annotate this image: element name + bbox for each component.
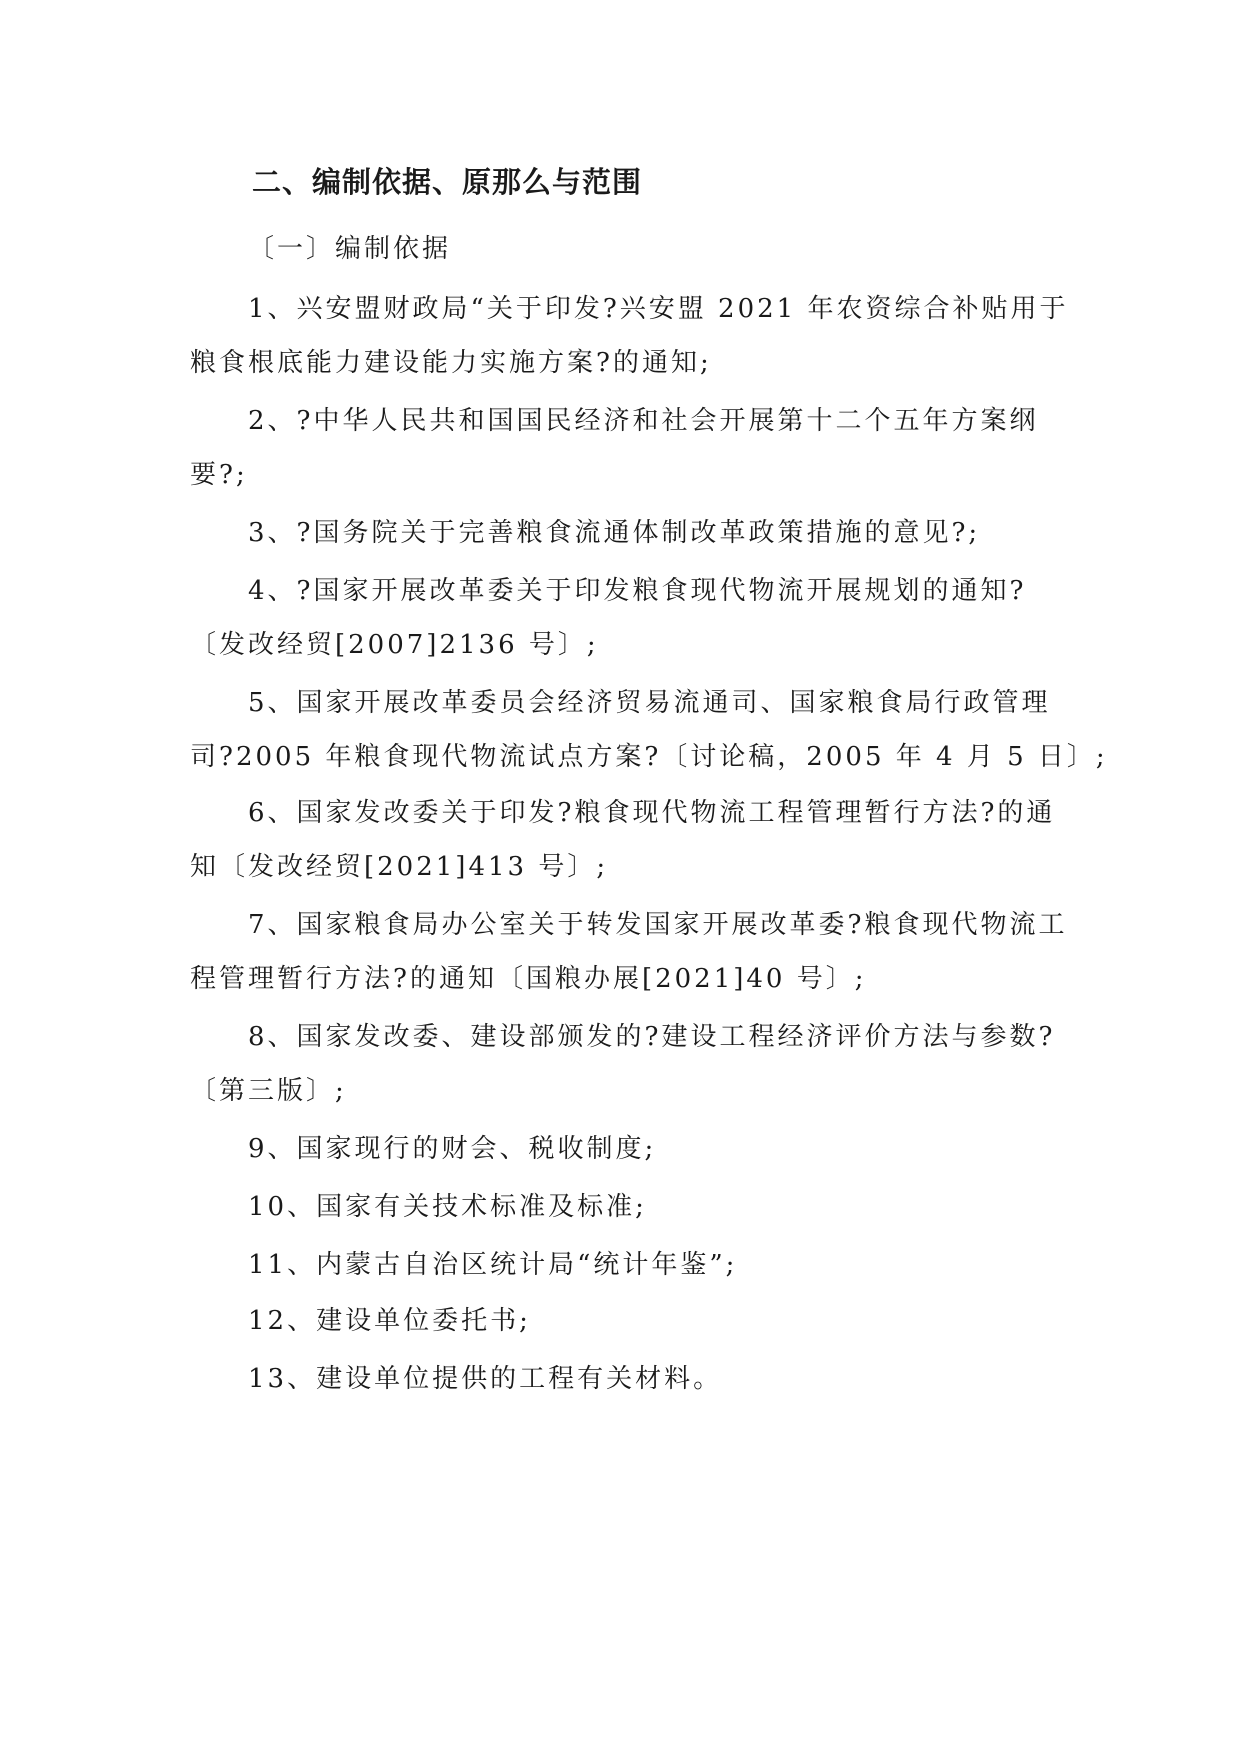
basis-item-12-line-1: 12、建设单位委托书; [248, 1306, 531, 1336]
basis-item-1-line-2: 粮食根底能力建设能力实施方案?的通知; [190, 348, 712, 378]
basis-item-5-line-1: 5、国家开展改革委员会经济贸易流通司、国家粮食局行政管理 [248, 688, 1051, 718]
subsection-title: 〔一〕编制依据 [248, 234, 452, 264]
basis-item-5-line-2: 司?2005 年粮食现代物流试点方案?〔讨论稿，2005 年 4 月 5 日〕; [190, 742, 1108, 772]
basis-item-4-line-2: 〔发改经贸[2007]2136 号〕; [190, 630, 599, 660]
basis-item-3-line-1: 3、?国务院关于完善粮食流通体制改革政策措施的意见?; [248, 518, 981, 548]
basis-item-8-line-1: 8、国家发改委、建设部颁发的?建设工程经济评价方法与参数? [248, 1022, 1056, 1052]
basis-item-8-line-2: 〔第三版〕; [190, 1076, 347, 1106]
basis-item-13-line-1: 13、建设单位提供的工程有关材料。 [248, 1364, 723, 1394]
basis-item-2-line-1: 2、?中华人民共和国国民经济和社会开展第十二个五年方案纲 [248, 406, 1039, 436]
section-title: 二、编制依据、原那么与范围 [252, 165, 643, 199]
basis-item-1-line-1: 1、兴安盟财政局“关于印发?兴安盟 2021 年农资综合补贴用于 [248, 294, 1069, 324]
basis-item-4-line-1: 4、?国家开展改革委关于印发粮食现代物流开展规划的通知? [248, 576, 1027, 606]
basis-item-6-line-2: 知〔发改经贸[2021]413 号〕; [190, 852, 609, 882]
basis-item-7-line-2: 程管理暂行方法?的通知〔国粮办展[2021]40 号〕; [190, 964, 867, 994]
basis-item-6-line-1: 6、国家发改委关于印发?粮食现代物流工程管理暂行方法?的通 [248, 798, 1056, 828]
basis-item-2-line-2: 要?; [190, 460, 248, 490]
basis-item-7-line-1: 7、国家粮食局办公室关于转发国家开展改革委?粮食现代物流工 [248, 910, 1068, 940]
basis-item-9-line-1: 9、国家现行的财会、税收制度; [248, 1134, 657, 1164]
basis-item-11-line-1: 11、内蒙古自治区统计局“统计年鉴”; [248, 1250, 738, 1280]
basis-item-10-line-1: 10、国家有关技术标准及标准; [248, 1192, 647, 1222]
